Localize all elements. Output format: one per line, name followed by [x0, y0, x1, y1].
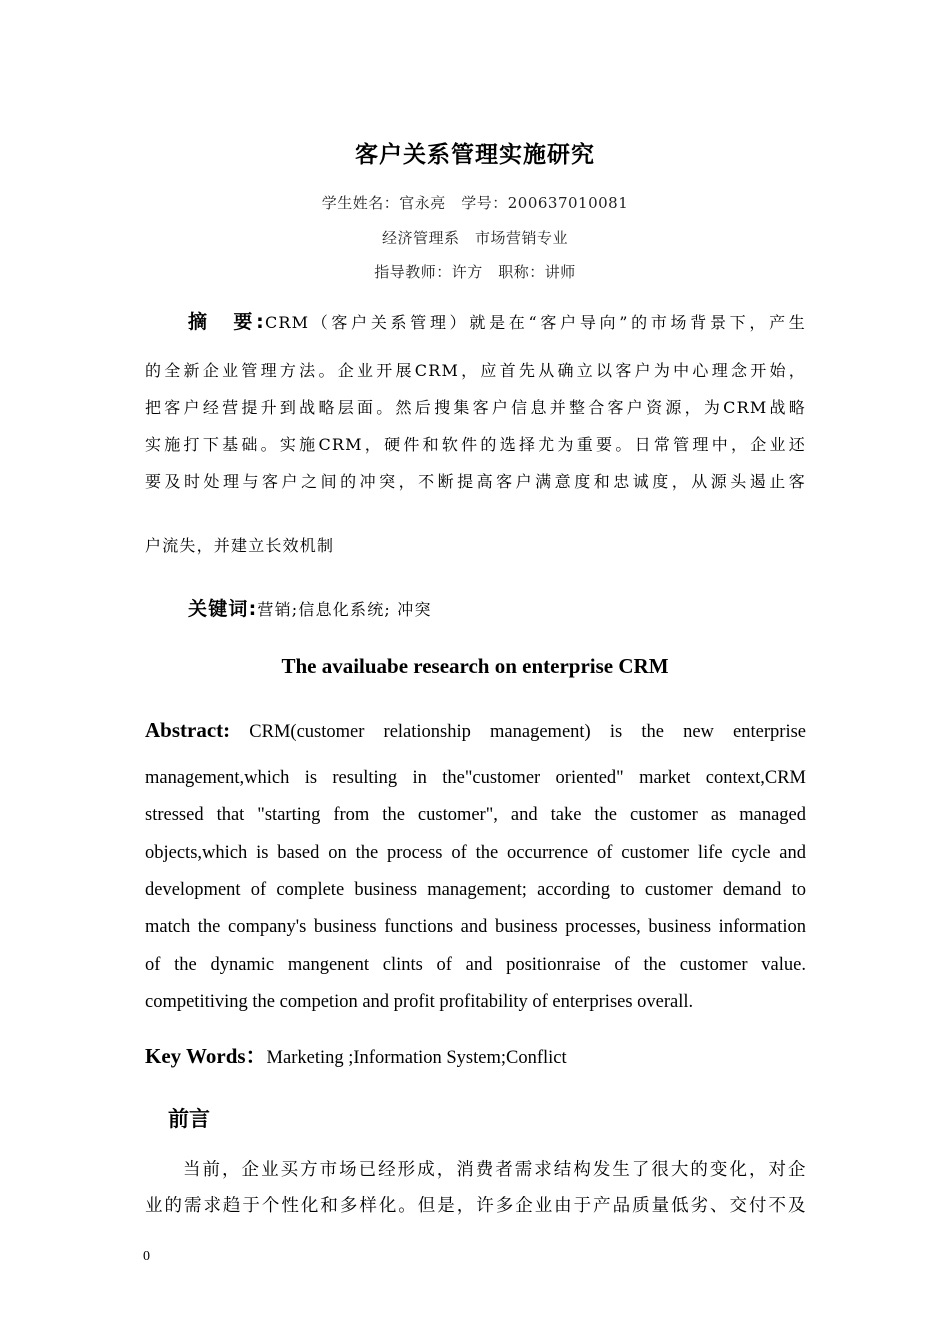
keywords-en-value: Marketing ;Information System;Conflict: [266, 1048, 567, 1068]
abstract-cn-label: 摘 要:: [188, 311, 265, 333]
abstract-en-line: competitiving the competion and profit profitability of enterprises overall.: [145, 992, 694, 1012]
abstract-cn-line: 的全新企业管理方法。企业开展CRM，应首先从确立以客户为中心理念开始，: [145, 361, 806, 380]
keywords-en: [145, 1040, 806, 1070]
keywords-cn: [188, 594, 806, 621]
student-info: 学生姓名：官永亮 学号：200637010081: [321, 194, 629, 212]
keywords-cn-label: 关键词:: [188, 598, 258, 620]
abstract-en-first-line: [145, 718, 806, 743]
abstract-cn-line: 要及时处理与客户之间的冲突，不断提高客户满意度和忠诚度，从源头遏止客: [145, 472, 806, 491]
abstract-cn-line: 户流失，并建立长效机制: [145, 536, 335, 555]
abstract-en-label: Abstract:: [145, 718, 231, 742]
department-info: 经济管理系 市场营销专业: [381, 229, 568, 247]
abstract-cn-line: 把客户经营提升到战略层面。然后搜集客户信息并整合客户资源，为CRM战略: [145, 398, 806, 417]
abstract-en-line: of the dynamic mangenent clints of and positionraise of the customer value.: [145, 955, 806, 975]
preface-line: 当前，企业买方市场已经形成，消费者需求结构发生了很大的变化，对企: [183, 1160, 806, 1180]
abstract-en-line: objects,which is based on the process of the occurrence of customer life cycle and: [145, 843, 806, 863]
abstract-en-line: management,which is resulting in the"customer oriented" market context,CRM: [145, 768, 806, 788]
page-title: 客户关系管理实施研究: [355, 142, 595, 168]
english-title: The availuabe research on enterprise CRM: [281, 654, 669, 678]
abstract-en-line: stressed that "starting from the customer", and take the customer as managed: [145, 805, 806, 825]
keywords-en-label: Key Words：: [145, 1044, 267, 1068]
page-number: 0: [143, 1249, 150, 1264]
preface-line: 业的需求趋于个性化和多样化。但是，许多企业由于产品质量低劣、交付不及: [145, 1196, 806, 1216]
advisor-info: 指导教师：许方 职称：讲师: [374, 263, 576, 281]
preface-heading: 前言: [168, 1107, 210, 1131]
keywords-cn-value: 营销;信息化系统; 冲突: [257, 600, 432, 619]
abstract-cn-first-line: [188, 307, 806, 334]
abstract-cn-line: 实施打下基础。实施CRM，硬件和软件的选择尤为重要。日常管理中，企业还: [145, 435, 806, 454]
abstract-en-line: CRM(customer relationship management) is the new enterprise: [249, 722, 806, 742]
abstract-en-line: match the company's business functions and business processes, business information: [145, 917, 806, 937]
abstract-en-line: development of complete business management; according to customer demand to: [145, 880, 806, 900]
abstract-cn-line: CRM（客户关系管理）就是在“客户导向”的市场背景下，产生: [264, 313, 806, 332]
